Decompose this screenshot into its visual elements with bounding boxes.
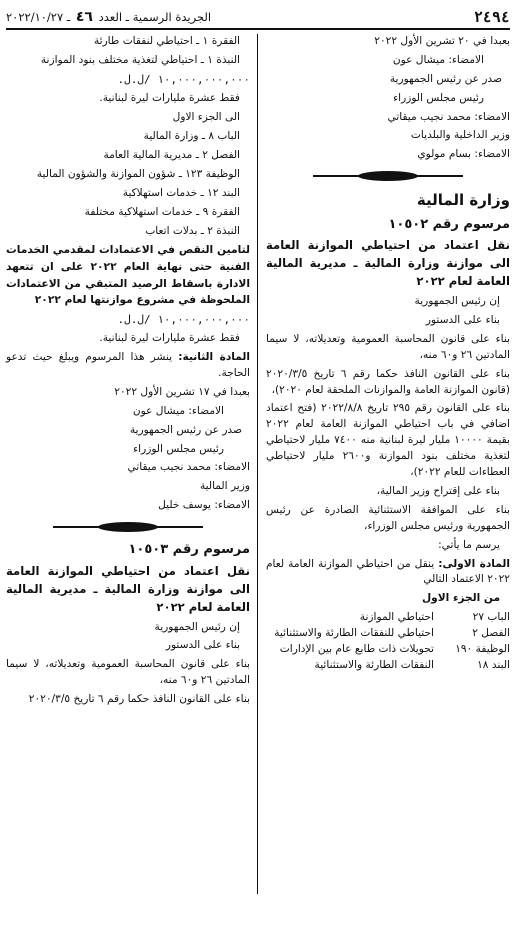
item-line: الفقرة ٩ ـ خدمات استهلاكية مختلفة xyxy=(84,205,240,218)
signature-line: الامضاء: بسام مولوي xyxy=(417,148,510,161)
item-key: الوظيفة ١٩٠ xyxy=(455,642,510,655)
decree-number: مرسوم رقم ١٠٥٠٣ xyxy=(128,542,250,558)
body-line: بناء على الدستور xyxy=(165,639,240,652)
body-line: إن رئيس الجمهورية xyxy=(154,620,240,633)
issue-number: ٤٦ xyxy=(75,9,93,25)
item-line: النبذة ٢ ـ بدلات اتعاب xyxy=(145,224,240,237)
item-key: البند ١٨ xyxy=(477,658,510,671)
article-text: ينقل من احتياطي الموازنة العامة لعام ٢٠٢٢ الاعتماد التالي xyxy=(266,557,510,586)
body-paragraph: بناء على قانون المحاسبة العمومية وتعديلاته، لا سيما المادتين ٢٦ و٦٠ منه، xyxy=(266,332,510,361)
body-line: بناء على الدستور xyxy=(425,314,500,327)
body-line: إن رئيس الجمهورية xyxy=(414,295,500,308)
issued-line: صدر عن رئيس الجمهورية xyxy=(389,72,502,85)
column-divider xyxy=(257,34,258,894)
list-item xyxy=(266,610,510,626)
body-line: بناء على إقتراح وزير المالية، xyxy=(376,484,500,497)
item-line: الفقرة ١ ـ احتياطي لنفقات طارئة xyxy=(93,35,240,47)
item-line: الباب ٨ ـ وزارة المالية xyxy=(143,130,240,143)
article-label: المادة الاولى: xyxy=(438,557,510,570)
item-value: احتياطي الموازنة xyxy=(359,611,434,624)
page-header xyxy=(6,6,510,30)
left-column xyxy=(6,34,250,930)
right-column xyxy=(266,34,510,930)
minister-title: وزير الداخلية والبلديات xyxy=(410,129,510,142)
sign-date: بعبدا في ٢٠ تشرين الأول ٢٠٢٢ xyxy=(374,35,510,47)
body-paragraph: بناء على القانون النافذ حكما رقم ٦ تاريخ ٢٠٢٠/٣/٥ (قانون الموازنة العامة والموازنات الملحقة لعام ٢٠٢٠)، xyxy=(266,367,510,396)
pm-title: رئيس مجلس الوزراء xyxy=(393,91,484,104)
item-line: الوظيفة ١٢٣ ـ شؤون الموازنة والشؤون المالية xyxy=(36,167,240,180)
issued-line: صدر عن رئيس الجمهورية xyxy=(129,423,242,436)
journal-name: الجريدة الرسمية xyxy=(132,10,212,24)
signature-line: الامضاء: يوسف خليل xyxy=(158,499,250,512)
item-line: النبذة ١ ـ احتياطي لتغذية مختلف بنود الموازنة xyxy=(40,53,240,66)
amount-words: فقط عشرة مليارات ليرة لبنانية. xyxy=(99,332,240,345)
item-value: تحويلات ذات طابع عام بين الإدارات xyxy=(279,642,434,655)
pm-title: رئيس مجلس الوزراء xyxy=(133,442,224,455)
signature-line: الامضاء: ميشال عون xyxy=(132,404,224,417)
section-separator xyxy=(313,171,463,181)
decree-title: نقل اعتماد من احتياطي الموازنة العامة الى موازنة وزارة المالية ـ مديرية المالية العامة لعام ٢٠٢٢ xyxy=(6,563,250,614)
item-key: الفصل ٢ xyxy=(472,627,510,640)
decree-title: نقل اعتماد من احتياطي الموازنة العامة الى موازنة وزارة المالية ـ مديرية المالية العامة لعام ٢٠٢٢ xyxy=(266,238,510,289)
amount: ١٠,٠٠٠,٠٠٠,٠٠٠ /ل.ل. xyxy=(117,312,250,326)
article-one xyxy=(266,557,510,589)
page-number: ٢٤٩٤ xyxy=(473,8,510,26)
amount-words: فقط عشرة مليارات ليرة لبنانية. xyxy=(99,92,240,105)
item-key: الباب ٢٧ xyxy=(472,611,510,624)
list-item xyxy=(266,658,510,674)
body-paragraph: بناء على الموافقة الاستثنائية الصادرة عن رئيس الجمهورية ورئيس مجلس الوزراء، xyxy=(266,503,510,532)
article-label: المادة الثانية: xyxy=(178,351,250,364)
item-value: احتياطي للنفقات الطارئة والاستثنائية xyxy=(274,627,434,640)
body-paragraph: بناء على قانون المحاسبة العمومية وتعديلاته، لا سيما المادتين ٢٦ و٦٠ منه، xyxy=(6,658,250,687)
section-separator xyxy=(53,522,203,532)
minister-title: وزير المالية xyxy=(199,480,250,493)
body-paragraph: بناء على القانون رقم ٢٩٥ تاريخ ٢٠٢٢/٨/٨ (فتح اعتماد اضافي في باب احتياطي الموازنة العامة لعام ٢٠٢٢ بقيمة ١٠٠٠٠ مليار ليرة لبنانية منه ٧٤٠٠ مليار لاحتياطي لتغذية مختلف بنود الموازنة و٢٦٠٠ مليار لاحتياطي العطاءات للعام ٢٠٢٢)، xyxy=(266,402,511,479)
body-paragraph: بناء على القانون النافذ حكما رقم ٦ تاريخ ٢٠٢٠/٣/٥ xyxy=(28,693,250,706)
signature-line: الامضاء: محمد نجيب ميقاتي xyxy=(127,461,250,474)
item-value: النفقات الطارئة والاستثنائية xyxy=(314,658,434,671)
amount: ١٠,٠٠٠,٠٠٠,٠٠٠ /ل.ل. xyxy=(117,72,250,86)
sign-date: بعبدا في ١٧ تشرين الأول ٢٠٢٢ xyxy=(114,385,250,398)
item-line: البند ١٢ ـ خدمات استهلاكية xyxy=(122,186,240,199)
article-two xyxy=(6,350,250,382)
decree-number: مرسوم رقم ١٠٥٠٢ xyxy=(388,216,510,232)
list-item xyxy=(266,626,510,642)
purpose-paragraph: لتامين النقص في الاعتمادات لمقدمي الخدمات الفنية حتى نهاية العام ٢٠٢٢ على ان تتعهد الادارة باسقاط الرصيد المتبقي من الاعتمادات الملحوظة في مشروع موازنتها لعام ٢٠٢٢ xyxy=(6,243,251,307)
ministry-heading: وزارة المالية xyxy=(416,191,510,210)
issue-label: العدد xyxy=(98,10,123,24)
issue-date: ٢٠٢٢/١٠/٢٧ xyxy=(6,10,64,24)
item-line: الفصل ٢ ـ مديرية المالية العامة xyxy=(103,148,240,161)
part-heading: من الجزء الاول xyxy=(421,592,500,605)
part-heading: الى الجزء الاول xyxy=(172,111,240,124)
article-text: ينشر هذا المرسوم ويبلغ حيث تدعو الحاجة. xyxy=(6,351,250,379)
body-line: يرسم ما يأتي: xyxy=(438,538,500,551)
running-head: الجريدة الرسمية ـ العدد ٤٦ ـ ٢٠٢٢/١٠/٢٧ xyxy=(6,9,212,25)
signature-line: الامضاء: محمد نجيب ميقاتي xyxy=(387,110,510,123)
list-item xyxy=(266,642,510,658)
signature-line: الامضاء: ميشال عون xyxy=(392,53,484,66)
